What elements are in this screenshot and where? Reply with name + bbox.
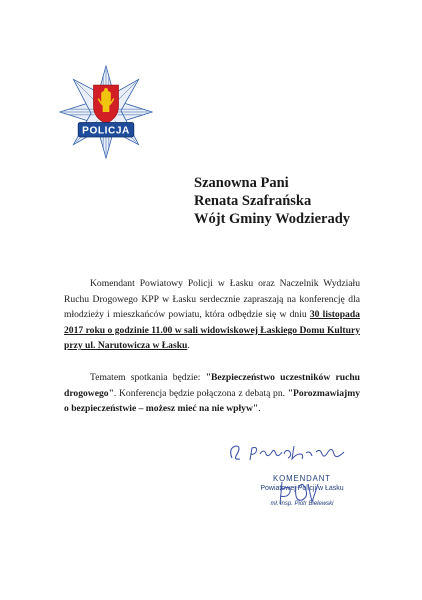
stamp-officer-name: mł. insp. Piotr Bielewski — [270, 501, 334, 507]
invitation-intro: Komendant Powiatowy Policji w Łasku oraz Naczelnik Wydziału Ruchu Drogowego KPP w Łasku serdecznie zapraszają na konferencję dla młodzieży i mieszkańców powiatu, która odbędzie się w dniu — [64, 278, 360, 321]
topic-intro: Tematem spotkania będzie: — [90, 372, 206, 383]
addressee-name: Renata Szafrańska — [194, 193, 312, 209]
topic-paragraph — [64, 370, 360, 417]
addressee-title: Wójt Gminy Wodzierady — [194, 211, 351, 227]
debate-title: "Porozmawiajmy o bezpieczeństwie – możesz mieć na nie wpływ" — [64, 387, 360, 415]
stamp-organization: Powiatowej Policji w Łasku — [260, 485, 344, 492]
topic-end: . — [258, 403, 261, 415]
invitation-paragraph — [64, 276, 360, 354]
topic-title: "Bezpieczeństwo uczestników ruchu drogowego" — [64, 372, 361, 399]
debate-intro: . Konferencja będzie połączona z debatą pn. — [113, 387, 288, 399]
handwritten-greeting — [226, 440, 350, 466]
stamp-title: KOMENDANT — [273, 474, 331, 483]
signature — [268, 480, 334, 506]
policja-badge — [78, 123, 134, 137]
event-date-location: 30 listopada 2017 roku o godzinie 11.00 w sali widowiskowej Łaskiego Domu Kultury przy ul. Narutowicza w Łasku — [64, 309, 360, 352]
policja-label: POLICJA — [82, 125, 130, 137]
police-star-logo — [58, 64, 154, 160]
invitation-end: . — [187, 340, 190, 352]
addressee-block — [194, 174, 350, 228]
addressee-greeting: Szanowna Pani — [194, 175, 289, 191]
